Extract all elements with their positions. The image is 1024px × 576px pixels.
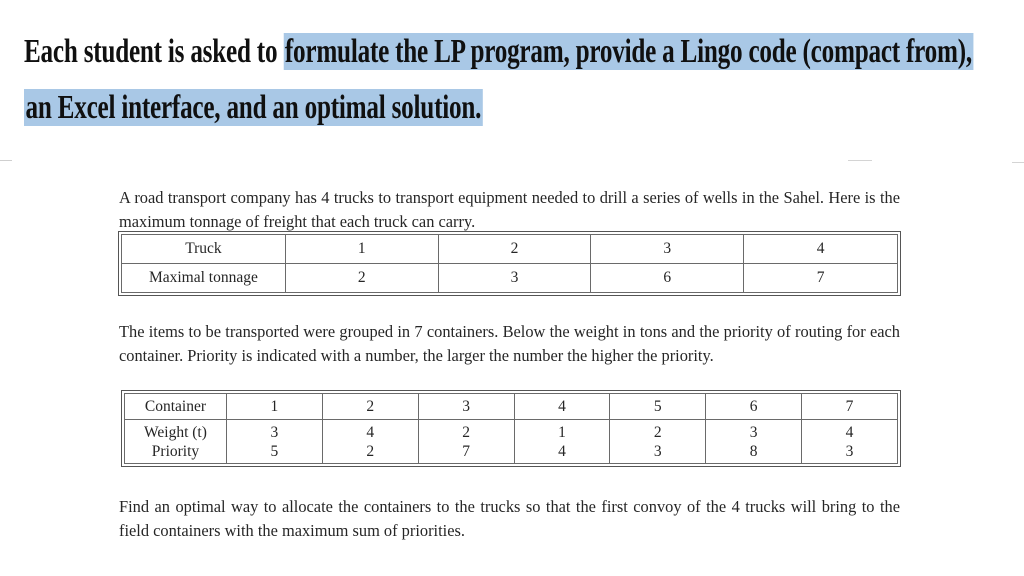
truck-number-cell: 3: [591, 235, 744, 264]
container-number-cell: 6: [706, 394, 802, 420]
containers-paragraph: The items to be transported were grouped in 7 containers. Below the weight in tons and the priority of routing for each container. Priority is indicated with a number, the larger the number the higher the priority.: [119, 322, 900, 365]
weight-value: 4: [366, 423, 375, 441]
container-number-cell: 5: [610, 394, 706, 420]
container-header-cell: Container: [125, 394, 227, 420]
weight-value: 4: [845, 423, 854, 441]
divider-left: [0, 160, 12, 161]
intro-paragraph: A road transport company has 4 trucks to transport equipment needed to drill a series of wells in the Sahel. Here is the maximum tonnage of freight that each truck can carry.: [119, 188, 900, 231]
weight-value: 1: [558, 423, 566, 441]
container-values-cell: [322, 420, 418, 464]
truck-number-cell: 1: [285, 235, 438, 264]
container-values-cell: [514, 420, 610, 464]
tonnage-cell: 3: [438, 264, 591, 293]
weight-value: 3: [749, 423, 758, 441]
container-values-cell: [610, 420, 706, 464]
weight-priority-row: [125, 420, 898, 464]
priority-value: 8: [749, 442, 758, 460]
priority-value: 3: [845, 442, 854, 460]
tonnage-label-cell: Maximal tonnage: [122, 264, 286, 293]
priority-value: 7: [462, 442, 470, 460]
tonnage-cell: 6: [591, 264, 744, 293]
container-values-cell: [802, 420, 898, 464]
container-number-cell: 3: [418, 394, 514, 420]
container-number-cell: 4: [514, 394, 610, 420]
containers-header-row: [125, 394, 898, 420]
assignment-heading-line-1: [24, 30, 973, 74]
weight-value: 2: [653, 423, 662, 441]
divider-right: [1012, 162, 1024, 163]
container-values-cell: [226, 420, 322, 464]
priority-value: 5: [270, 442, 279, 460]
assignment-heading-line-2: [24, 86, 483, 130]
row-labels-cell: [125, 420, 227, 464]
priority-label: Priority: [151, 442, 200, 460]
task-paragraph: Find an optimal way to allocate the containers to the trucks so that the first convoy of the 4 trucks will bring to the field containers with the maximum sum of priorities.: [119, 497, 900, 540]
container-number-cell: 2: [322, 394, 418, 420]
tonnage-row: [122, 264, 898, 293]
container-number-cell: 7: [802, 394, 898, 420]
container-number-cell: 1: [226, 394, 322, 420]
divider-mid: [848, 160, 872, 161]
weight-value: 3: [270, 423, 279, 441]
weight-label: Weight (t): [144, 423, 207, 441]
priority-value: 2: [366, 442, 375, 460]
trucks-table: [121, 234, 898, 293]
truck-header-cell: Truck: [122, 235, 286, 264]
heading-highlight-1: formulate the LP program, provide a Lingo code (compact from),: [284, 33, 972, 70]
weight-value: 2: [462, 423, 470, 441]
container-values-cell: [418, 420, 514, 464]
container-values-cell: [706, 420, 802, 464]
priority-value: 3: [653, 442, 662, 460]
priority-value: 4: [558, 442, 566, 460]
truck-number-cell: 4: [744, 235, 898, 264]
trucks-header-row: [122, 235, 898, 264]
heading-highlight-2: an Excel interface, and an optimal solution.: [25, 89, 482, 126]
tonnage-cell: 7: [744, 264, 898, 293]
containers-table: [124, 393, 898, 464]
truck-number-cell: 2: [438, 235, 591, 264]
tonnage-cell: 2: [285, 264, 438, 293]
heading-plain-text: Each student is asked to: [24, 33, 284, 70]
